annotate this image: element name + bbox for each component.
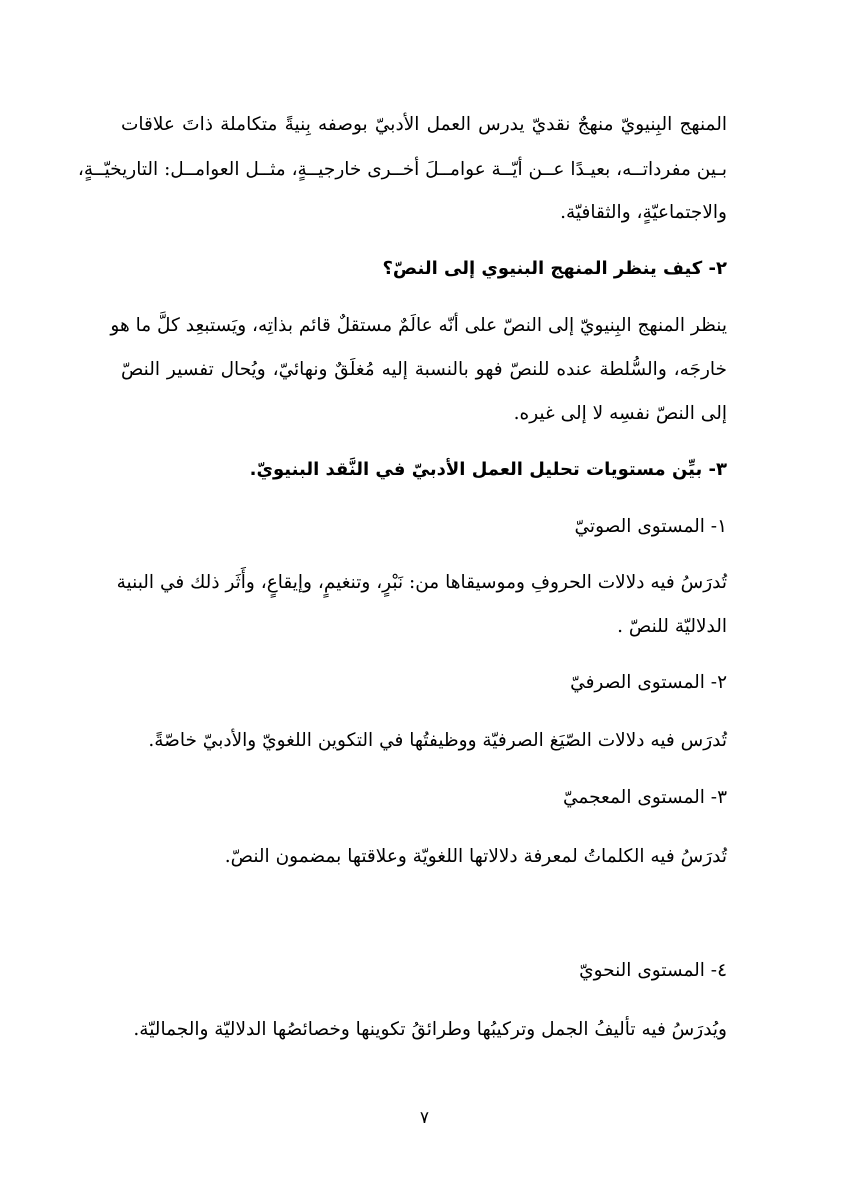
page-number: ٧ bbox=[419, 1108, 430, 1128]
level3-line1: تُدرَسُ فيه الكلماتُ لمعرفة دلالاتها اللغويّة وعلاقتها بمضمون النصّ. bbox=[224, 846, 727, 867]
heading-3: ٣- بيِّن مستويات تحليل العمل الأدبيّ في النَّقد البنيويّ. bbox=[249, 459, 727, 480]
paragraph1-line3: والاجتماعيّةٍ، والثقافيّة. bbox=[560, 202, 727, 223]
level1-title: ١- المستوى الصوتيّ bbox=[574, 516, 727, 537]
level4-title: ٤- المستوى النحويّ bbox=[579, 960, 727, 981]
heading-2: ٢- كيف ينظر المنهج البنيوي إلى النصّ؟ bbox=[382, 258, 727, 279]
level1-line1: تُدرَسُ فيه دلالات الحروفِ وموسيقاها من: نَبْرٍ، وتنغيمٍ، وإيقاعٍ، وأَثَر ذلك في البنية bbox=[116, 572, 727, 593]
paragraph2-line1: ينظر المنهج البِنيويّ إلى النصّ على أنّه عالَمٌ مستقلٌ قائم بذاتِه، ويَستبعِد كلَّ ما هو bbox=[110, 315, 727, 336]
level4-line1: ويُدرَسُ فيه تأليفُ الجمل وتركيبُها وطرائقُ تكوينها وخصائصُها الدلاليّة والجماليّة. bbox=[133, 1019, 727, 1040]
paragraph2-line3: إلى النصّ نفسِه لا إلى غيره. bbox=[513, 403, 727, 424]
paragraph1-line1: المنهج البِنيويّ منهجٌ نقديّ يدرس العمل الأدبيّ بوصفه بِنيةً متكاملة ذاتَ علاقات bbox=[121, 114, 727, 135]
level3-title: ٣- المستوى المعجميّ bbox=[563, 787, 727, 808]
level2-title: ٢- المستوى الصرفيّ bbox=[570, 672, 727, 693]
level2-line1: تُدرَس فيه دلالات الصّيَغ الصرفيّة ووظيفتُها في التكوين اللغويّ والأدبيّ خاصّةً. bbox=[148, 730, 727, 751]
paragraph1-line2: بـين مفرداتــه، بعيـدًا عــن أيّــة عوامــلَ أخــرى خارجيــةٍ، مثــل العوامــل: التاريخيّــةٍ، bbox=[77, 159, 727, 180]
level1-line2: الدلاليّة للنصّ . bbox=[617, 616, 727, 637]
paragraph2-line2: خارجَه، والسُّلطة عنده للنصّ فهو بالنسبة إليه مُغلَقٌ ونهائيّ، ويُحال تفسير النصّ bbox=[121, 359, 727, 380]
